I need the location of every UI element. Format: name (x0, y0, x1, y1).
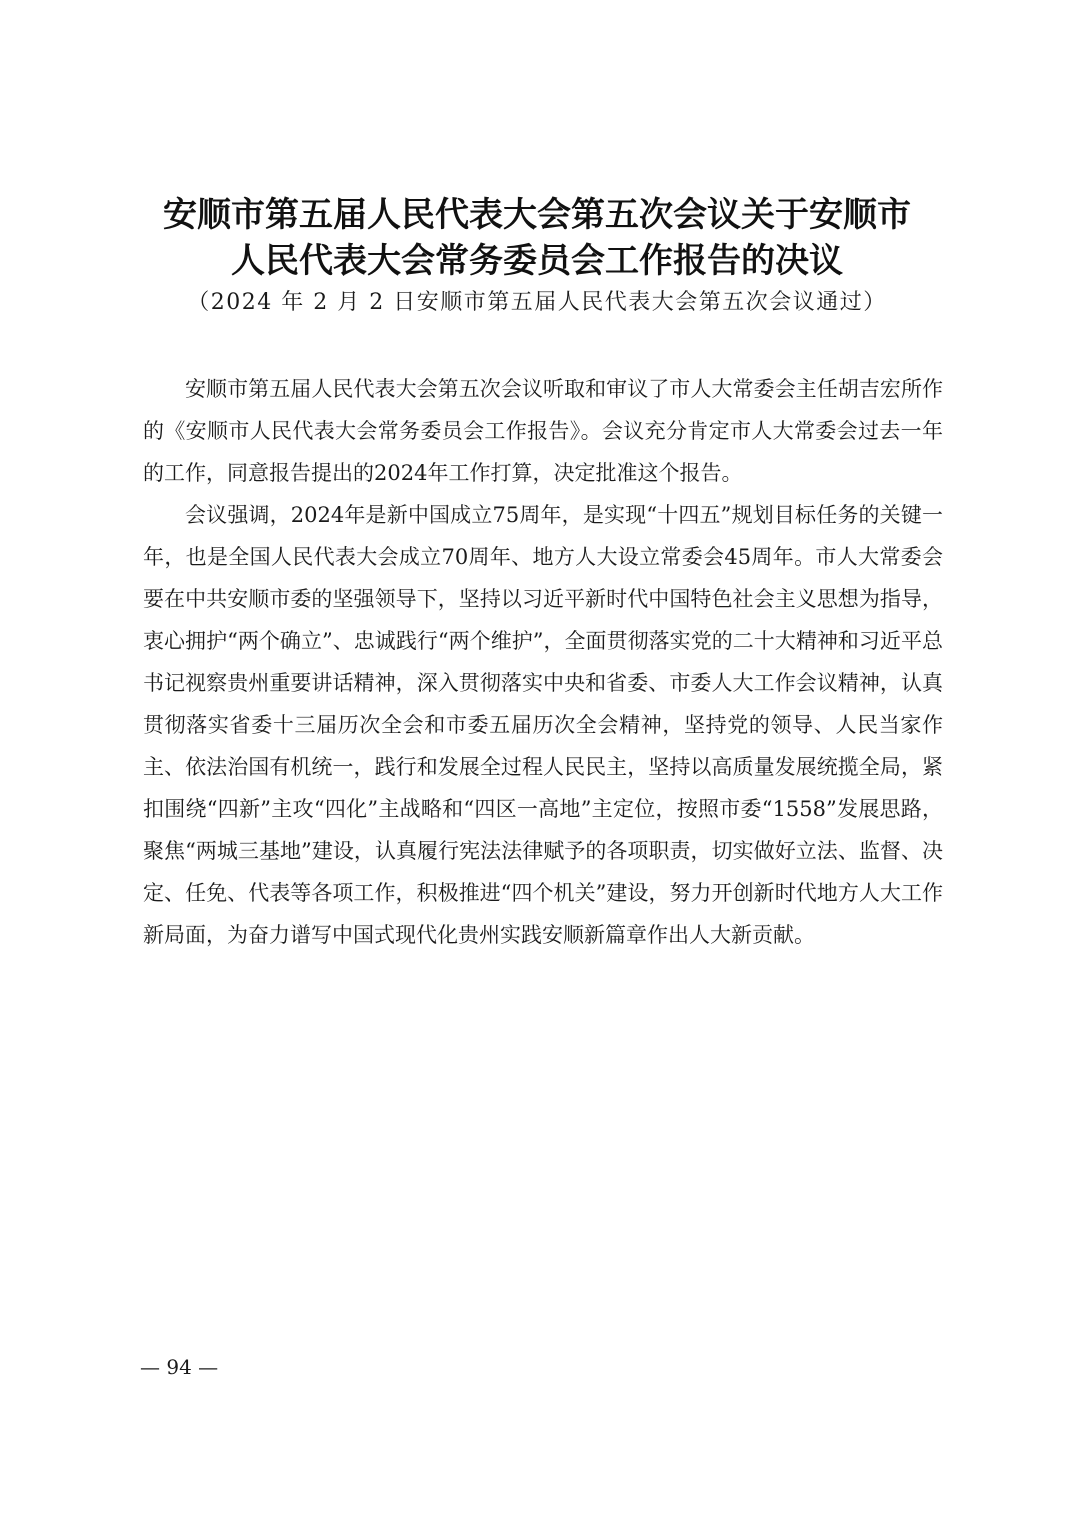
paragraph-1: 安顺市第五届人民代表大会第五次会议听取和审议了市人大常委会主任胡吉宏所作的《安顺市人民代表大会常务委员会工作报告》。会议充分肯定市人大常委会过去一年的工作，同意报告提出的2024年工作打算，决定批准这个报告。 (143, 377, 943, 485)
document-title-line-1: 安顺市第五届人民代表大会第五次会议关于安顺市 (163, 195, 911, 235)
document-body (143, 368, 943, 956)
paragraph-2: 会议强调，2024年是新中国成立75周年，是实现“十四五”规划目标任务的关键一年，也是全国人民代表大会成立70周年、地方人大设立常委会45周年。市人大常委会要在中共安顺市委的坚强领导下，坚持以习近平新时代中国特色社会主义思想为指导，衷心拥护“两个确立”、忠诚践行“两个维护”，全面贯彻落实党的二十大精神和习近平总书记视察贵州重要讲话精神，深入贯彻落实中央和省委、市委人大工作会议精神，认真贯彻落实省委十三届历次全会和市委五届历次全会精神，坚持党的领导、人民当家作主、依法治国有机统一，践行和发展全过程人民民主，坚持以高质量发展统揽全局，紧扣围绕“四新”主攻“四化”主战略和“四区一高地”主定位，按照市委“1558”发展思路，聚焦“两城三基地”建设，认真履行宪法法律赋予的各项职责，切实做好立法、监督、决定、任免、代表等各项工作，积极推进“四个机关”建设，努力开创新时代地方人大工作新局面，为奋力谱写中国式现代化贵州实践安顺新篇章作出人大新贡献。 (143, 503, 943, 947)
page-number: — 94 — (140, 1355, 219, 1379)
document-subtitle: （2024 年 2 月 2 日安顺市第五届人民代表大会第五次会议通过） (187, 290, 887, 315)
document-title-line-2: 人民代表大会常务委员会工作报告的决议 (231, 241, 843, 281)
